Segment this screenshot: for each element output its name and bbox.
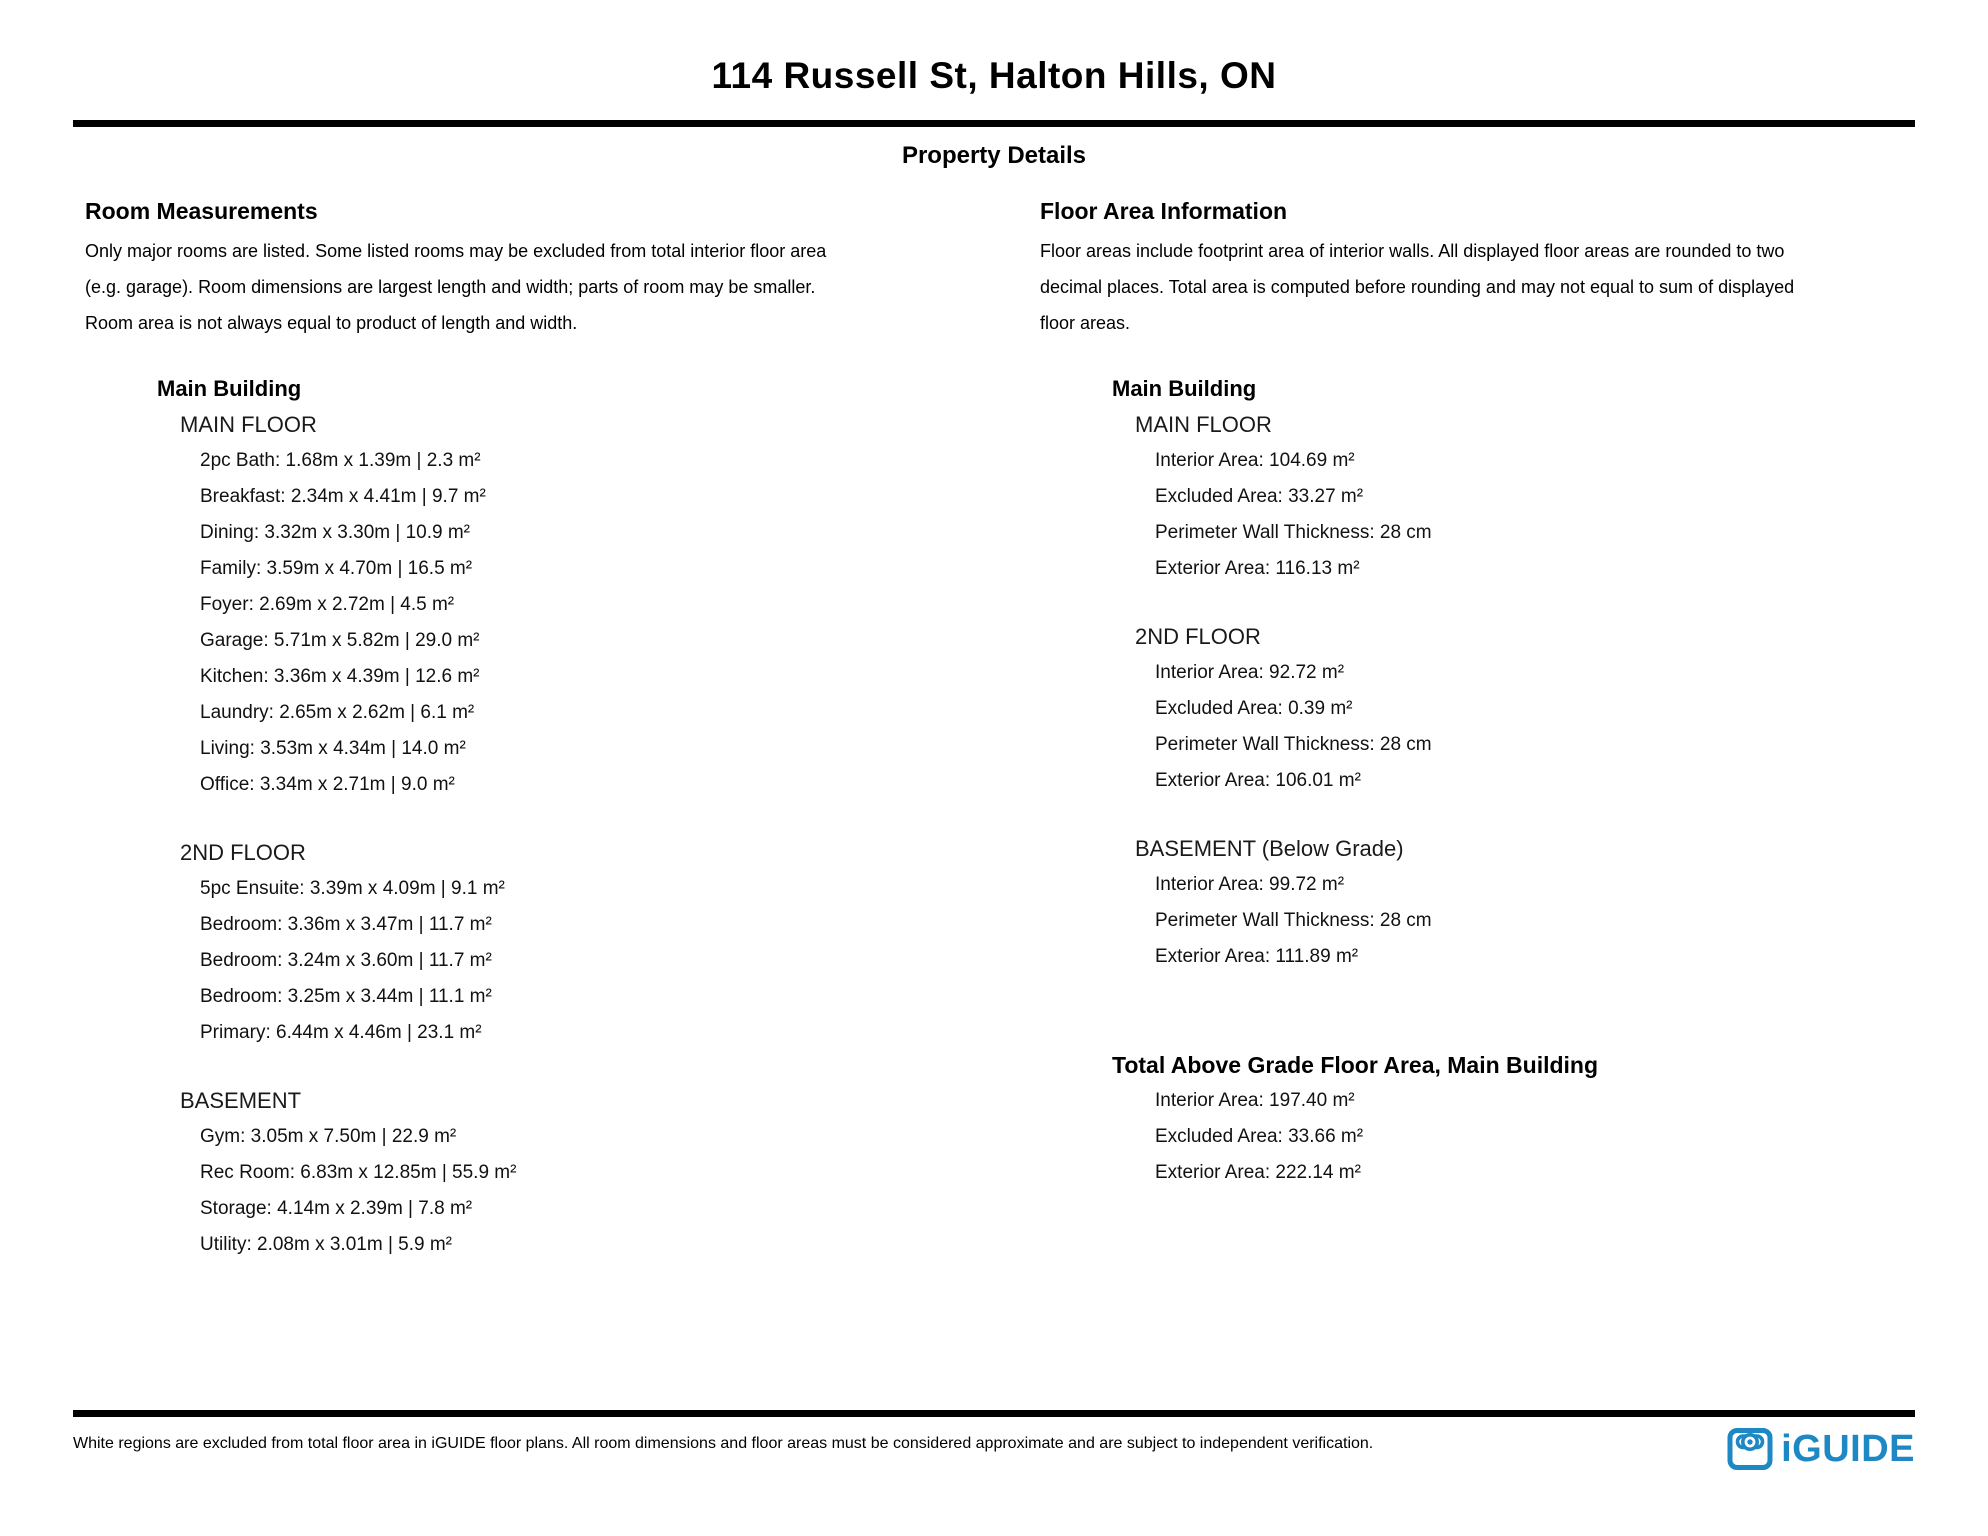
floor-area-heading: Floor Area Information (1040, 198, 1288, 224)
building-name: Main Building (157, 376, 302, 401)
floor-block-main-floor (180, 407, 1040, 803)
footer-divider (73, 1410, 1915, 1417)
area-block-main-floor (1135, 407, 1913, 587)
floor-heading: 2ND FLOOR (180, 840, 306, 865)
floor-area-stat-line: Interior Area: 104.69 m² (1155, 450, 1355, 471)
footer (73, 1410, 1915, 1471)
floor-area-stat-line: Interior Area: 92.72 m² (1155, 662, 1345, 683)
building-name: Main Building (1112, 376, 1257, 401)
floor-area-stat-line: Perimeter Wall Thickness: 28 cm (1155, 522, 1432, 543)
iguide-logo (1726, 1427, 1915, 1471)
room-measurement-line: Gym: 3.05m x 7.50m | 22.9 m² (200, 1126, 457, 1147)
room-measurement-line: 5pc Ensuite: 3.39m x 4.09m | 9.1 m² (200, 878, 505, 899)
floor-area-stat-line: Perimeter Wall Thickness: 28 cm (1155, 734, 1432, 755)
floor-heading: MAIN FLOOR (180, 412, 317, 437)
room-measurement-line: Office: 3.34m x 2.71m | 9.0 m² (200, 774, 455, 795)
page-title: 114 Russell St, Halton Hills, ON (711, 55, 1277, 96)
room-measurements-section (75, 197, 1040, 1263)
footer-disclaimer: White regions are excluded from total floor area in iGUIDE floor plans. All room dimensions and floor areas must be considered approximate and are subject to independent verification. (73, 1435, 1374, 1452)
room-measurement-line: Utility: 2.08m x 3.01m | 5.9 m² (200, 1234, 453, 1255)
header-divider (73, 120, 1915, 127)
description-line: Room area is not always equal to product of length and width. (85, 313, 578, 333)
floor-area-stat-line: Interior Area: 99.72 m² (1155, 874, 1345, 895)
floor-area-section (1040, 197, 1913, 1263)
description-line: decimal places. Total area is computed before rounding and may not equal to sum of displayed (1040, 277, 1795, 297)
floor-area-stat-line: Interior Area: 197.40 m² (1155, 1090, 1355, 1111)
room-measurement-line: Family: 3.59m x 4.70m | 16.5 m² (200, 558, 473, 579)
floor-area-description (1040, 233, 1913, 341)
floor-area-stat-line: Exterior Area: 106.01 m² (1155, 770, 1361, 791)
room-measurement-line: Rec Room: 6.83m x 12.85m | 55.9 m² (200, 1162, 517, 1183)
room-measurement-line: Bedroom: 3.25m x 3.44m | 11.1 m² (200, 986, 492, 1007)
area-block-2nd-floor (1135, 619, 1913, 799)
floor-heading: BASEMENT (Below Grade) (1135, 836, 1404, 861)
room-measurement-line: 2pc Bath: 1.68m x 1.39m | 2.3 m² (200, 450, 481, 471)
floor-area-stat-line: Exterior Area: 116.13 m² (1155, 558, 1360, 579)
room-measurement-line: Laundry: 2.65m x 2.62m | 6.1 m² (200, 702, 475, 723)
total-above-grade-block (1112, 1047, 1913, 1191)
room-measurement-line: Garage: 5.71m x 5.82m | 29.0 m² (200, 630, 480, 651)
room-measurement-line: Kitchen: 3.36m x 4.39m | 12.6 m² (200, 666, 480, 687)
iguide-camera-icon (1726, 1427, 1774, 1471)
iguide-logo-text: iGUIDE (1781, 1427, 1915, 1470)
room-measurement-line: Storage: 4.14m x 2.39m | 7.8 m² (200, 1198, 473, 1219)
description-line: floor areas. (1040, 313, 1131, 333)
floor-area-stat-line: Excluded Area: 0.39 m² (1155, 698, 1353, 719)
room-measurement-line: Foyer: 2.69m x 2.72m | 4.5 m² (200, 594, 455, 615)
floor-area-stat-line: Excluded Area: 33.27 m² (1155, 486, 1364, 507)
page-subtitle: Property Details (901, 142, 1087, 169)
footer-row (73, 1425, 1915, 1471)
floor-heading: 2ND FLOOR (1135, 624, 1261, 649)
room-measurement-line: Primary: 6.44m x 4.46m | 23.1 m² (200, 1022, 482, 1043)
room-measurement-line: Dining: 3.32m x 3.30m | 10.9 m² (200, 522, 470, 543)
area-block-basement (1135, 831, 1913, 975)
description-line: (e.g. garage). Room dimensions are largest length and width; parts of room may be smaller. (85, 277, 816, 297)
floor-block-2nd-floor (180, 835, 1040, 1051)
room-measurement-line: Bedroom: 3.36m x 3.47m | 11.7 m² (200, 914, 492, 935)
floor-heading: BASEMENT (180, 1088, 302, 1113)
description-line: Only major rooms are listed. Some listed rooms may be excluded from total interior floor area (85, 241, 827, 261)
room-measurements-description (85, 233, 1040, 341)
floor-block-basement (180, 1083, 1040, 1263)
floor-area-stat-line: Excluded Area: 33.66 m² (1155, 1126, 1364, 1147)
floor-area-stat-line: Exterior Area: 222.14 m² (1155, 1162, 1361, 1183)
room-measurement-line: Bedroom: 3.24m x 3.60m | 11.7 m² (200, 950, 492, 971)
room-measurement-line: Living: 3.53m x 4.34m | 14.0 m² (200, 738, 466, 759)
floor-area-stat-line: Perimeter Wall Thickness: 28 cm (1155, 910, 1432, 931)
room-measurement-line: Breakfast: 2.34m x 4.41m | 9.7 m² (200, 486, 486, 507)
total-above-grade-heading: Total Above Grade Floor Area, Main Building (1112, 1052, 1599, 1078)
content-columns (0, 197, 1988, 1263)
description-line: Floor areas include footprint area of interior walls. All displayed floor areas are rounded to two (1040, 241, 1785, 261)
room-measurements-heading: Room Measurements (85, 198, 318, 224)
floor-heading: MAIN FLOOR (1135, 412, 1272, 437)
floor-area-stat-line: Exterior Area: 111.89 m² (1155, 946, 1359, 967)
